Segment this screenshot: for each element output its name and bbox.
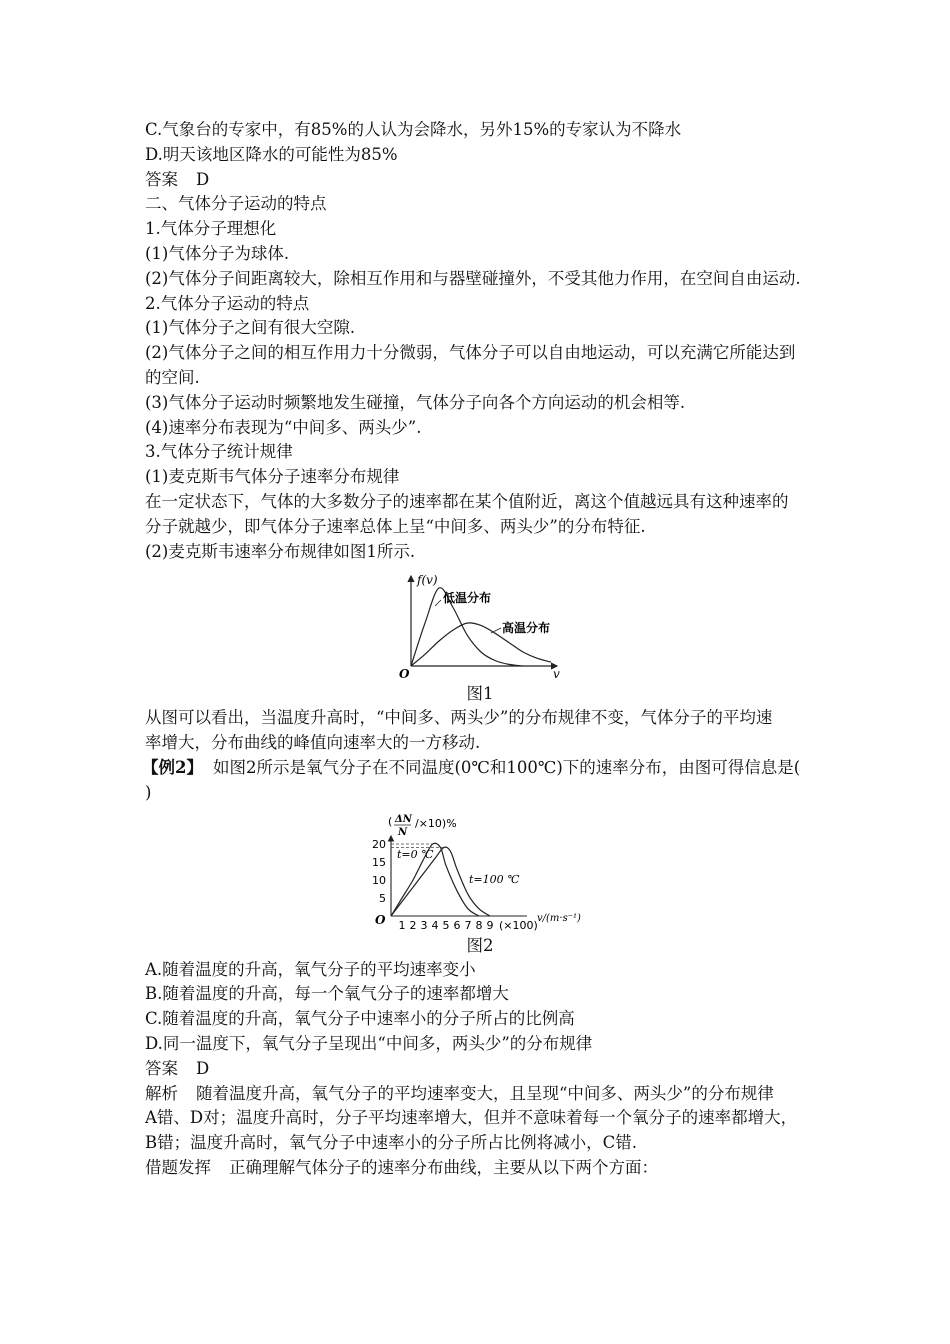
- h3-item: 分子就越少，即气体分子速率总体上呈“中间多、两头少”的分布特征.: [145, 516, 646, 536]
- answer-value: D: [196, 169, 210, 189]
- h2-item: (1)气体分子之间有很大空隙.: [145, 318, 356, 338]
- y-tick-label: 15: [372, 855, 386, 869]
- answer-value: D: [196, 1058, 210, 1078]
- x-tick-label: 2: [409, 918, 417, 932]
- t0-label: t=0 ℃: [397, 847, 434, 861]
- heading-3: 3.气体分子统计规律: [145, 442, 293, 462]
- low-temp-label: 低温分布: [443, 591, 492, 606]
- h2-item: (2)气体分子之间的相互作用力十分微弱，气体分子可以自由地运动，可以充满它所能达到: [145, 343, 796, 363]
- answer-label: 答案: [145, 169, 178, 189]
- figure-2: [145, 812, 815, 934]
- x-axis-label: v: [553, 667, 560, 682]
- tip-line: [145, 1156, 815, 1181]
- x-axis-label: v/(m·s⁻¹): [537, 912, 581, 924]
- h1-item: (1)气体分子为球体.: [145, 243, 290, 263]
- figure-1-caption: 图1: [466, 684, 494, 704]
- y-label-den: N: [398, 826, 408, 838]
- analysis-text: 随着温度升高，氧气分子的平均速率变大，且呈现“中间多、两头少”的分布规律: [196, 1083, 774, 1103]
- option-b: B.随着温度的升高，每一个氧气分子的速率都增大: [145, 984, 509, 1004]
- y-label-prefix: (: [388, 814, 393, 828]
- x-tick-label: 1: [398, 918, 406, 932]
- h1-item: (2)气体分子间距离较大，除相互作用和与器壁碰撞外，不受其他力作用，在空间自由运动.: [145, 268, 801, 288]
- x-tick-label: 7: [464, 918, 472, 932]
- x-tick-label: 9: [486, 918, 494, 932]
- answer-2: [145, 1057, 815, 1082]
- x-unit: (×100): [499, 918, 538, 932]
- option-c-prev: C.气象台的专家中，有85%的人认为会降水，另外15%的专家认为不降水: [145, 120, 682, 139]
- example-2: [142, 756, 815, 781]
- x-tick-label: 6: [453, 918, 461, 932]
- y-label-suffix: /×10)%: [415, 816, 457, 830]
- h2-item: 的空间.: [145, 367, 200, 387]
- example-tag: 【例2】: [142, 757, 203, 777]
- low-temp-leader: [435, 600, 441, 606]
- tip-label: 借题发挥: [145, 1157, 211, 1177]
- analysis-line: B错；温度升高时，氧气分子中速率小的分子所占比例将减小，C错.: [145, 1133, 637, 1153]
- document-page: [142, 118, 815, 1181]
- analysis-line: A错、D对；温度升高时，分子平均速率增大，但并不意味着每一个氧分子的速率都增大，: [145, 1108, 798, 1128]
- option-c: C.随着温度的升高，氧气分子中速率小的分子所占的比例高: [145, 1009, 575, 1029]
- section-title: 二、气体分子运动的特点: [145, 194, 327, 214]
- analysis-label: 解析: [145, 1083, 178, 1103]
- y-label-num: ΔN: [395, 813, 412, 825]
- origin-label: O: [375, 912, 386, 927]
- example-2-cont: ): [145, 782, 152, 802]
- x-tick-label: 3: [420, 918, 428, 932]
- high-temp-leader: [491, 628, 501, 633]
- option-d: D.同一温度下，氧气分子呈现出“中间多，两头少”的分布规律: [145, 1033, 593, 1053]
- tip-text: 正确理解气体分子的速率分布曲线，主要从以下两个方面：: [229, 1157, 658, 1177]
- y-tick-label: 20: [372, 837, 386, 851]
- t100-label: t=100 ℃: [469, 872, 520, 886]
- option-a: A.随着温度的升高，氧气分子的平均速率变小: [145, 959, 476, 979]
- x-tick-label: 8: [475, 918, 483, 932]
- figure-1: [145, 570, 815, 682]
- answer-label: 答案: [145, 1058, 178, 1078]
- y-tick-label: 5: [379, 891, 386, 905]
- answer-1: [145, 168, 815, 193]
- after-fig1-line: 从图可以看出，当温度升高时，“中间多、两头少”的分布规律不变，气体分子的平均速: [145, 708, 773, 728]
- y-tick-label: 10: [372, 873, 386, 887]
- analysis-line: [145, 1082, 815, 1107]
- example-text: 如图2所示是氧气分子在不同温度(0℃和100℃)下的速率分布，由图可得信息是(: [212, 757, 801, 777]
- high-temp-label: 高温分布: [502, 621, 551, 636]
- heading-2: 2.气体分子运动的特点: [145, 293, 310, 313]
- y-axis-label: f(v): [417, 573, 438, 588]
- x-tick-label: 4: [431, 918, 439, 932]
- h3-item: (1)麦克斯韦气体分子速率分布规律: [145, 467, 400, 487]
- x-tick-label: 5: [442, 918, 450, 932]
- oxygen-speed-chart: [365, 812, 595, 934]
- h3-item: (2)麦克斯韦速率分布规律如图1所示.: [145, 541, 416, 561]
- h2-item: (3)气体分子运动时频繁地发生碰撞，气体分子向各个方向运动的机会相等.: [145, 392, 686, 412]
- option-d-prev: D.明天该地区降水的可能性为85%: [145, 144, 398, 164]
- maxwell-chart: [395, 570, 565, 682]
- h3-item: 在一定状态下，气体的大多数分子的速率都在某个值附近，离这个值越远具有这种速率的: [145, 491, 789, 511]
- figure-2-caption: 图2: [466, 935, 494, 955]
- after-fig1-line: 率增大，分布曲线的峰值向速率大的一方移动.: [145, 733, 481, 753]
- h2-item: (4)速率分布表现为“中间多、两头少”.: [145, 417, 422, 437]
- origin-label: O: [399, 667, 410, 682]
- heading-1: 1.气体分子理想化: [145, 219, 277, 239]
